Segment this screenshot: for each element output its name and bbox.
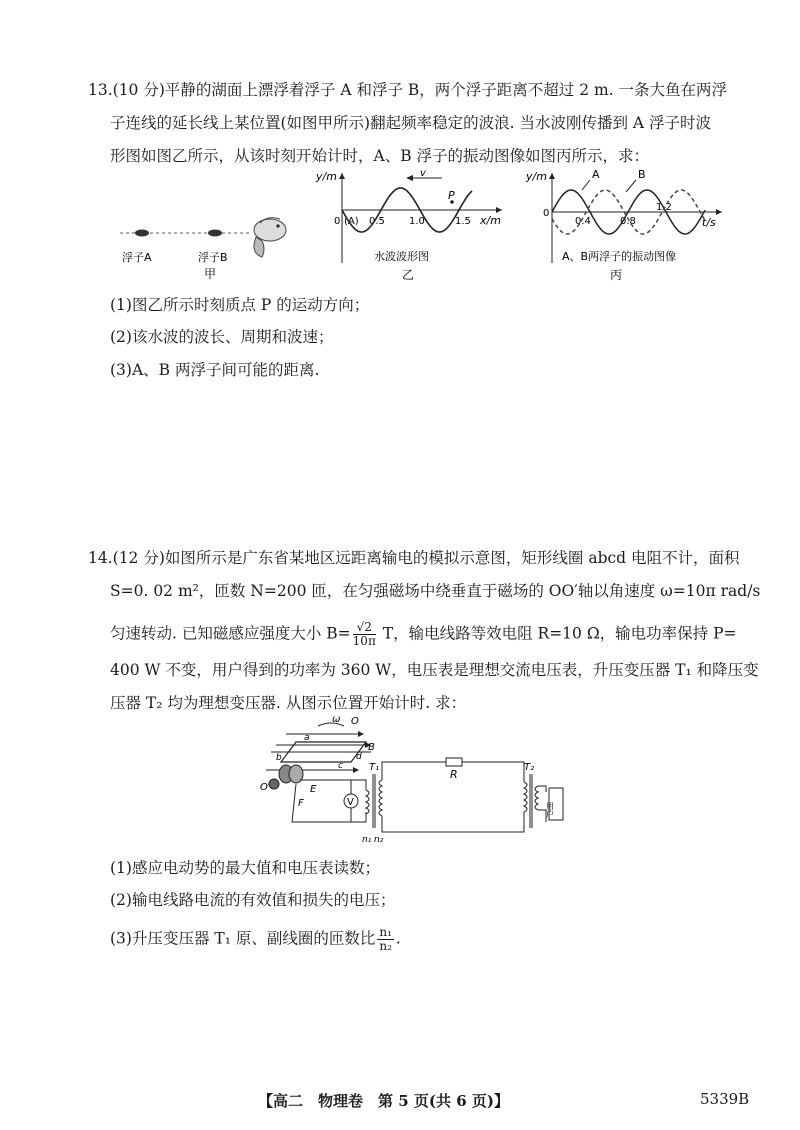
t1-secondary-coil xyxy=(379,780,382,816)
q14-line-5: 压器 T₂ 均为理想变压器. 从图示位置开始计时. 求： xyxy=(110,694,467,712)
q14-line-4: 400 W 不变，用户得到的功率为 360 W，电压表是理想交流电压表，升压变压器 T₁ 和降压变 xyxy=(110,661,759,679)
b-numerator: √2 xyxy=(353,621,376,635)
t2-primary-coil xyxy=(524,782,527,812)
wave-origin: 0 xyxy=(334,216,341,227)
d-label: d xyxy=(356,752,362,762)
vib-tick-1: 0.4 xyxy=(575,216,591,227)
fig-jia-caption: 甲 xyxy=(204,267,217,281)
ratio-denominator: n₂ xyxy=(379,939,392,953)
line-top-left xyxy=(382,762,446,780)
q13-line-3: 形图如图乙所示，从该时刻开始计时，A、B 浮子的振动图像如图丙所示，求： xyxy=(110,147,650,165)
a-label: a xyxy=(304,733,310,743)
vib-ylabel: y/m xyxy=(526,170,547,183)
q13-sub-2: (2)该水波的波长、周期和波速； xyxy=(110,328,334,346)
page-footer: 【高二 物理卷 第 5 页(共 6 页)】 xyxy=(258,1092,509,1110)
slip-rings xyxy=(269,765,303,789)
float-b-label: 浮子B xyxy=(198,251,228,264)
resistor-r xyxy=(446,758,462,766)
c-label: c xyxy=(338,761,343,771)
t2-secondary-coil xyxy=(535,786,538,810)
q14-sub-2: (2)输电线路电流的有效值和损失的电压； xyxy=(110,891,396,909)
b-denominator: 10π xyxy=(352,634,376,648)
float-a-shape xyxy=(135,230,149,237)
q14-line-2: S=0. 02 m²，匝数 N=200 匝，在匀强磁场中绕垂直于磁场的 OO′轴以角速度 ω=10π rad/s xyxy=(110,582,761,600)
wave-xlabel: x/m xyxy=(480,214,501,227)
p-label: P xyxy=(448,189,455,202)
user-wire-top xyxy=(538,786,546,792)
vib-tick-2: 0.8 xyxy=(620,216,636,227)
fish-icon xyxy=(254,218,286,257)
figure-yi xyxy=(312,168,512,288)
label-b: B xyxy=(638,168,646,181)
q13-line-1: 13.(10 分)平静的湖面上漂浮着浮子 A 和浮子 B，两个浮子距离不超过 2 m. 一条大鱼在两浮 xyxy=(88,81,728,99)
q14-sub-3 xyxy=(110,926,401,953)
o-label: O xyxy=(351,716,359,727)
q14-line-3 xyxy=(110,621,737,648)
wave-a-label: (A) xyxy=(344,216,359,227)
wave-tick-2: 1.0 xyxy=(409,216,425,227)
q14-line-3-end: T，输电线路等效电阻 R=10 Ω，输电功率保持 P= xyxy=(377,624,737,643)
float-b-shape xyxy=(208,230,222,237)
turns-ratio-fraction xyxy=(377,926,394,953)
q13-sub-1: (1)图乙所示时刻质点 P 的运动方向； xyxy=(110,296,370,314)
q14-line-1: 14.(12 分)如图所示是广东省某地区远距离输电的模拟示意图，矩形线圈 abcd 电阻不计，面积 xyxy=(88,549,740,567)
omega-label: ω xyxy=(332,714,341,725)
vib-origin: 0 xyxy=(543,208,550,219)
o-prime-label: O′ xyxy=(260,782,271,793)
vib-title: A、B两浮子的振动图像 xyxy=(562,250,677,263)
t2-label: T₂ xyxy=(524,762,535,773)
v-label: v xyxy=(420,168,426,179)
q14-sub-3-start: (3)升压变压器 T₁ 原、副线圈的匝数比 xyxy=(110,929,376,948)
q14-line-3-start: 匀速转动. 已知磁感应强度大小 B= xyxy=(110,624,351,643)
wave-tick-1: 0.5 xyxy=(369,216,385,227)
n1-label: n₁ xyxy=(362,835,372,845)
user-label: 用户 xyxy=(545,802,555,818)
wave-title: 水波波形图 xyxy=(374,250,429,263)
exam-code: 5339B xyxy=(700,1090,750,1108)
voltmeter-label: V xyxy=(347,797,354,808)
vib-xlabel: t/s xyxy=(702,216,716,229)
line-top-right xyxy=(462,762,524,782)
b-label: b xyxy=(276,753,282,763)
b-fraction xyxy=(353,621,376,648)
q14-sub-3-end: . xyxy=(395,929,401,948)
q13-sub-3: (3)A、B 两浮子间可能的距离. xyxy=(110,361,320,379)
t1-label: T₁ xyxy=(369,762,380,773)
line-bottom xyxy=(382,812,524,832)
r-label: R xyxy=(450,768,458,781)
fig-bing-caption: 丙 xyxy=(610,268,623,282)
wave-tick-3: 1.5 xyxy=(455,216,471,227)
q13-line-2: 子连线的延长线上某位置(如图甲所示)翻起频率稳定的波浪. 当水波刚传播到 A 浮子时波 xyxy=(110,114,711,132)
label-a: A xyxy=(592,168,600,181)
figure-jia xyxy=(110,205,300,290)
circuit-figure xyxy=(256,712,576,850)
t1-primary-coil xyxy=(366,790,369,814)
float-a-label: 浮子A xyxy=(122,251,152,264)
wave-ylabel: y/m xyxy=(316,170,337,183)
ratio-numerator: n₁ xyxy=(379,925,392,939)
figure-bing xyxy=(526,168,730,288)
n2-label: n₂ xyxy=(374,835,384,845)
E-label: E xyxy=(310,784,317,795)
B-label: B xyxy=(368,742,375,753)
F-label: F xyxy=(298,798,304,809)
q14-sub-1: (1)感应电动势的最大值和电压表读数； xyxy=(110,859,380,877)
vib-tick-3: 1.2 xyxy=(656,202,672,213)
fig-yi-caption: 乙 xyxy=(402,268,415,282)
